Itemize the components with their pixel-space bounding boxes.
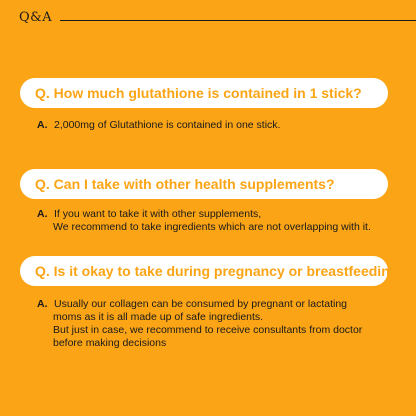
faq-question-1: Q. How much glutathione is contained in 1 stick?: [20, 78, 388, 108]
answer-line: If you want to take it with other supplements,: [54, 208, 262, 220]
answer-label: A.: [37, 208, 48, 220]
answer-line: But just in case, we recommend to receive consultants from doctor: [53, 324, 363, 336]
answer-line: Usually our collagen can be consumed by pregnant or lactating: [54, 298, 348, 310]
faq-answer-2: [37, 208, 371, 234]
answer-label: A.: [37, 298, 48, 310]
faq-answer-3: [37, 298, 362, 350]
answer-line: moms as it is all made up of safe ingredients.: [53, 311, 264, 323]
faq-answer-1: [37, 119, 280, 132]
answer-line: before making decisions: [53, 337, 167, 349]
header-divider: [60, 20, 416, 21]
answer-line: We recommend to take ingredients which are not overlapping with it.: [53, 221, 371, 233]
answer-label: A.: [37, 119, 48, 131]
faq-question-2: Q. Can I take with other health supplements?: [20, 169, 388, 199]
faq-question-3: Q. Is it okay to take during pregnancy or breastfeeding?: [20, 256, 388, 286]
page-title: Q&A: [19, 10, 53, 25]
answer-line: 2,000mg of Glutathione is contained in one stick.: [54, 119, 281, 131]
